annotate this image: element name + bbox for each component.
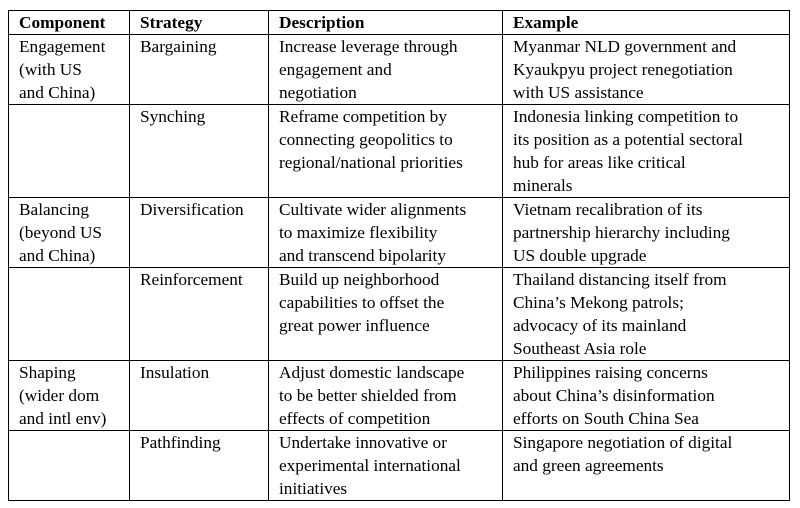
component-text-line: and intl env) [19, 409, 107, 428]
cell-strategy [130, 431, 269, 501]
header-component: Component [9, 11, 130, 35]
example-text-line: hub for areas like critical [513, 153, 686, 172]
description-text-line: great power influence [279, 316, 430, 335]
cell-example [503, 361, 790, 431]
table-row [9, 198, 790, 268]
description-text-line: to maximize flexibility [279, 223, 438, 242]
cell-description [269, 361, 503, 431]
example-text-line: and green agreements [513, 456, 664, 475]
cell-description [269, 198, 503, 268]
example-text-line: about China’s disinformation [513, 386, 715, 405]
description-text-line: capabilities to offset the [279, 293, 445, 312]
example-text-line: China’s Mekong patrols; [513, 293, 684, 312]
description-text-line: effects of competition [279, 409, 431, 428]
description-text-line: Increase leverage through [279, 37, 458, 56]
table-row [9, 105, 790, 198]
cell-description [269, 35, 503, 105]
cell-description [269, 268, 503, 361]
example-text-line: partnership hierarchy including [513, 223, 730, 242]
component-text-line: Balancing [19, 200, 90, 219]
component-text-line: (wider dom [19, 386, 100, 405]
example-text-line: Thailand distancing itself from [513, 270, 727, 289]
strategy-text: Insulation [140, 363, 210, 382]
strategy-text: Bargaining [140, 37, 217, 56]
description-text-line: engagement and [279, 60, 392, 79]
cell-component [9, 105, 130, 198]
example-text-line: Singapore negotiation of digital [513, 433, 733, 452]
cell-component [9, 268, 130, 361]
cell-strategy [130, 268, 269, 361]
example-text-line: Vietnam recalibration of its [513, 200, 703, 219]
example-text-line: advocacy of its mainland [513, 316, 687, 335]
example-text-line: with US assistance [513, 83, 644, 102]
component-text-line: and China) [19, 246, 96, 265]
example-text-line: its position as a potential sectoral [513, 130, 743, 149]
table-row [9, 268, 790, 361]
cell-component [9, 198, 130, 268]
table-row [9, 35, 790, 105]
cell-example [503, 431, 790, 501]
description-text-line: initiatives [279, 479, 348, 498]
header-row [9, 11, 790, 35]
description-text-line: regional/national priorities [279, 153, 463, 172]
cell-strategy [130, 361, 269, 431]
cell-component [9, 431, 130, 501]
description-text-line: Adjust domestic landscape [279, 363, 465, 382]
example-text-line: efforts on South China Sea [513, 409, 699, 428]
header-example: Example [503, 11, 790, 35]
component-text-line: Engagement [19, 37, 106, 56]
description-text-line: Reframe competition by [279, 107, 447, 126]
cell-component [9, 361, 130, 431]
cell-example [503, 198, 790, 268]
description-text-line: and transcend bipolarity [279, 246, 446, 265]
strategy-text: Reinforcement [140, 270, 243, 289]
component-text-line: and China) [19, 83, 96, 102]
header-description: Description [269, 11, 503, 35]
cell-example [503, 105, 790, 198]
header-strategy: Strategy [130, 11, 269, 35]
example-text-line: Southeast Asia role [513, 339, 647, 358]
component-text-line: (beyond US [19, 223, 103, 242]
cell-strategy [130, 35, 269, 105]
strategy-text: Pathfinding [140, 433, 221, 452]
description-text-line: negotiation [279, 83, 357, 102]
table-row [9, 361, 790, 431]
table-row [9, 431, 790, 501]
description-text-line: Build up neighborhood [279, 270, 440, 289]
example-text-line: US double upgrade [513, 246, 647, 265]
description-text-line: experimental international [279, 456, 461, 475]
strategy-text: Diversification [140, 200, 244, 219]
description-text-line: to be better shielded from [279, 386, 457, 405]
strategy-text: Synching [140, 107, 206, 126]
strategy-table [8, 10, 790, 501]
cell-strategy [130, 105, 269, 198]
example-text-line: Indonesia linking competition to [513, 107, 739, 126]
cell-strategy [130, 198, 269, 268]
example-text-line: Myanmar NLD government and [513, 37, 737, 56]
cell-example [503, 268, 790, 361]
component-text-line: Shaping [19, 363, 76, 382]
cell-example [503, 35, 790, 105]
description-text-line: Undertake innovative or [279, 433, 447, 452]
example-text-line: Philippines raising concerns [513, 363, 708, 382]
component-text-line: (with US [19, 60, 82, 79]
example-text-line: minerals [513, 176, 573, 195]
example-text-line: Kyaukpyu project renegotiation [513, 60, 733, 79]
cell-component [9, 35, 130, 105]
description-text-line: connecting geopolitics to [279, 130, 453, 149]
description-text-line: Cultivate wider alignments [279, 200, 467, 219]
cell-description [269, 431, 503, 501]
cell-description [269, 105, 503, 198]
